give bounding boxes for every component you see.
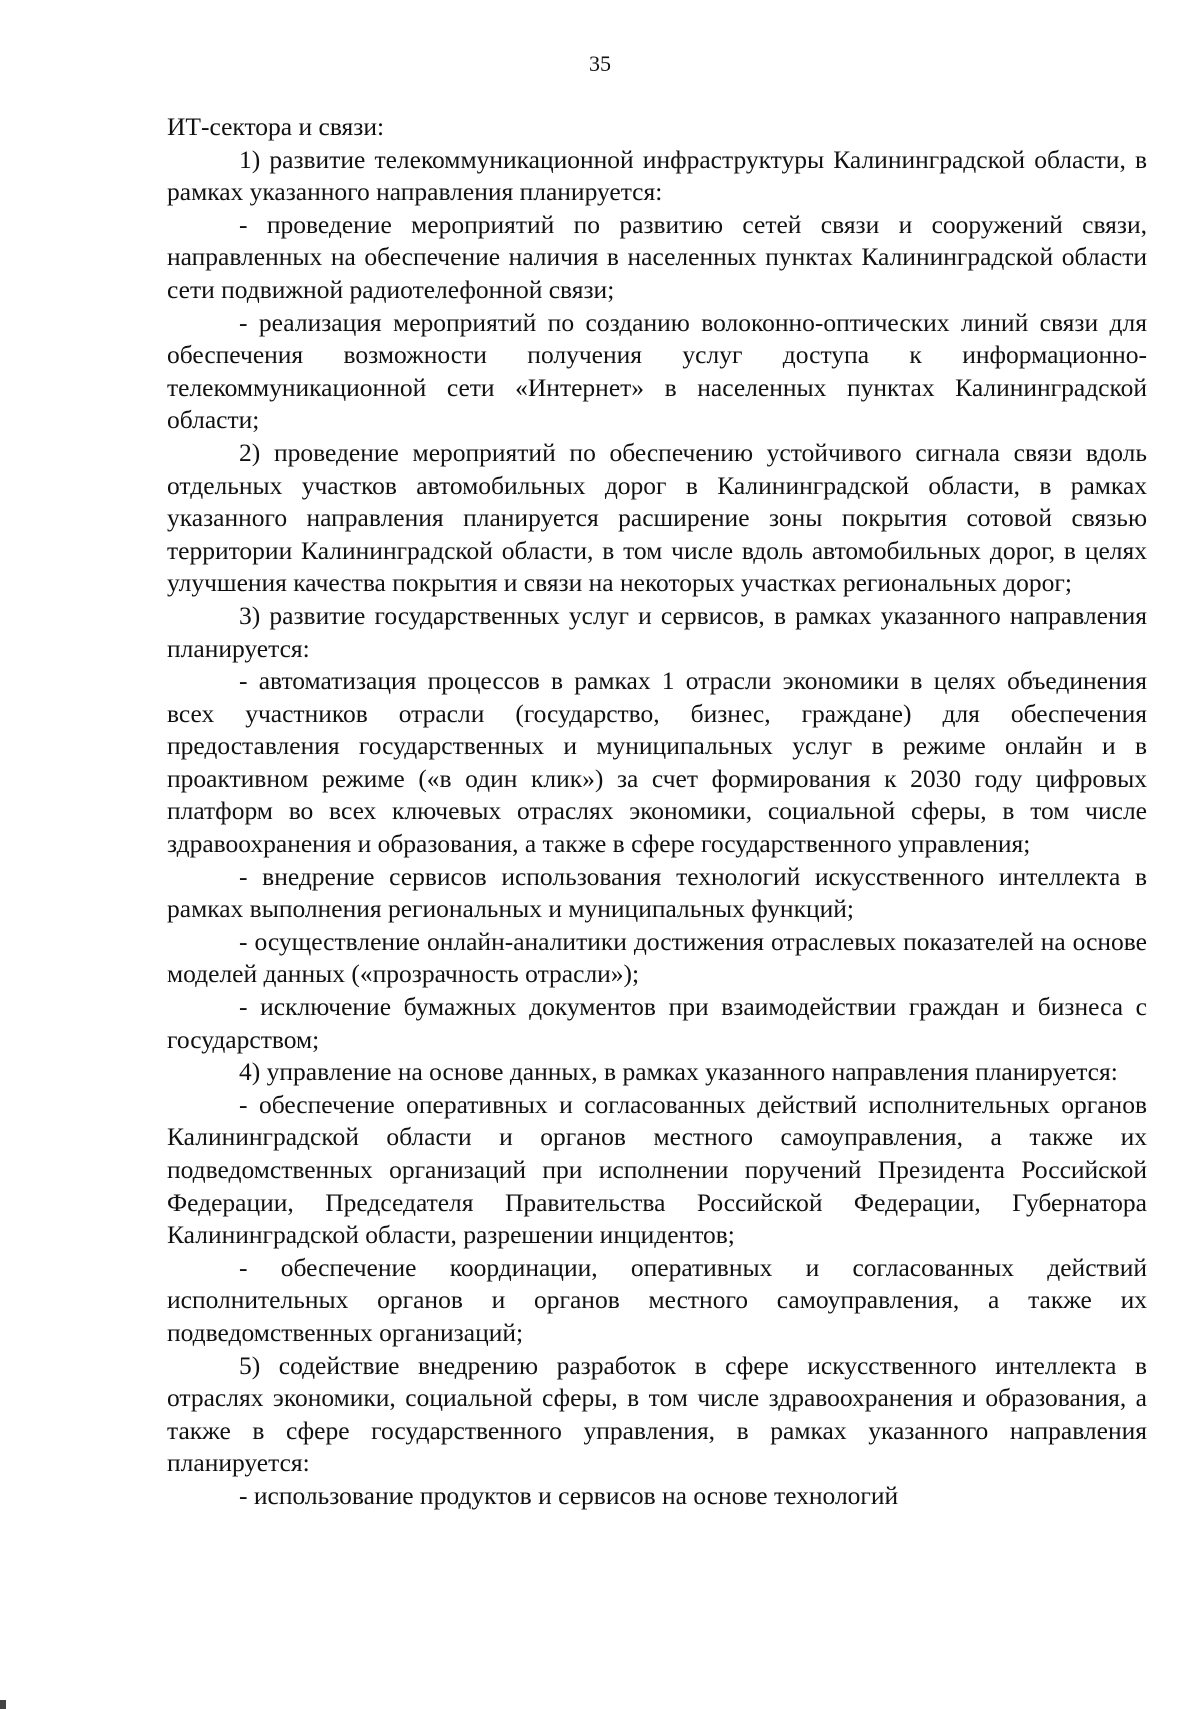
paragraph-item-1-bullet-1: - проведение мероприятий по развитию сетей связи и сооружений связи, направленных на обеспечение наличия в населенных пунктах Калининградской области сети подвижной радиотелефонной связи; <box>167 209 1147 304</box>
paragraph-item-5-bullet-1: - использование продуктов и сервисов на основе технологий <box>239 1480 899 1510</box>
paragraph-item-3-bullet-2: - внедрение сервисов использования технологий искусственного интеллекта в рамках выполнения региональных и муниципальных функций; <box>167 861 1147 924</box>
paragraph-item-1: 1) развитие телекоммуникационной инфраструктуры Калининградской области, в рамках указанного направления планируется: <box>167 144 1147 207</box>
scan-edge-mark <box>0 1700 6 1709</box>
paragraph-item-2: 2) проведение мероприятий по обеспечению устойчивого сигнала связи вдоль отдельных участков автомобильных дорог в Калининградской области, в рамках указанного направления планируется расширение зоны покрытия сотовой связью территории Калининградской области, в том числе вдоль автомобильных дорог, в целях улучшения качества покрытия и связи на некоторых участках региональных дорог; <box>167 437 1147 598</box>
document-body <box>167 111 1147 1513</box>
paragraph-item-3-bullet-1: - автоматизация процессов в рамках 1 отрасли экономики в целях объединения всех участников отрасли (государство, бизнес, граждане) для обеспечения предоставления государственных и муниципальных услуг в режиме онлайн и в проактивном режиме («в один клик») за счет формирования к 2030 году цифровых платформ во всех ключевых отраслях экономики, социальной сферы, в том числе здравоохранения и образования, а также в сфере государственного управления; <box>167 666 1147 859</box>
paragraph-item-3-bullet-4: - исключение бумажных документов при взаимодействии граждан и бизнеса с государством; <box>167 992 1147 1054</box>
paragraph-item-3: 3) развитие государственных услуг и сервисов, в рамках указанного направления планируется: <box>167 600 1147 663</box>
paragraph-item-5: 5) содействие внедрению разработок в сфере искусственного интеллекта в отраслях экономики, социальной сферы, в том числе здравоохранения и образования, а также в сфере государственного управления, в рамках указанного направления планируется: <box>167 1350 1147 1478</box>
paragraph-item-4-bullet-1: - обеспечение оперативных и согласованных действий исполнительных органов Калининградской области и органов местного самоуправления, а также их подведомственных организаций при исполнении поручений Президента Российской Федерации, Председателя Правительства Российской Федерации, Губернатора Калининградской области, разрешении инцидентов; <box>167 1089 1147 1250</box>
paragraph-item-3-bullet-3: - осуществление онлайн-аналитики достижения отраслевых показателей на основе моделей данных («прозрачность отрасли»); <box>167 926 1147 989</box>
paragraph-item-4: 4) управление на основе данных, в рамках указанного направления планируется: <box>239 1057 1118 1087</box>
page-number: 35 <box>589 51 611 76</box>
paragraph-item-1-bullet-2: - реализация мероприятий по созданию волоконно-оптических линий связи для обеспечения возможности получения услуг доступа к информационно-телекоммуникационной сети «Интернет» в населенных пунктах Калининградской области; <box>167 307 1147 435</box>
paragraph-intro: ИТ-сектора и связи: <box>167 112 385 141</box>
paragraph-item-4-bullet-2: - обеспечение координации, оперативных и согласованных действий исполнительных органов и органов местного самоуправления, а также их подведомственных организаций; <box>167 1252 1147 1347</box>
